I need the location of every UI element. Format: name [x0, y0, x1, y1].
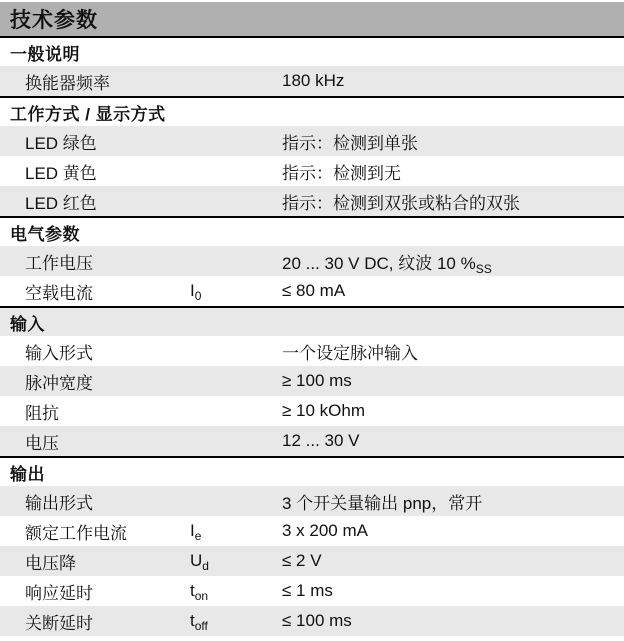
subscript: d: [202, 559, 209, 573]
param-value: [282, 489, 624, 514]
param-value: [282, 431, 624, 451]
spec-table: [0, 36, 624, 636]
spec-row: [0, 426, 624, 456]
param-label: 电压降: [25, 553, 76, 573]
spec-row: [0, 336, 624, 366]
param-symbol: [190, 581, 282, 601]
text-base: ≥ 10 kOhm: [282, 401, 366, 420]
text-base: U: [190, 551, 203, 570]
subscript: 0: [194, 289, 202, 303]
section-header: 工作方式 / 显示方式: [0, 96, 624, 126]
param-value: [282, 371, 624, 391]
param-label: 关断延时: [25, 613, 93, 633]
spec-row: [0, 246, 624, 276]
text-base: ≤ 100 ms: [282, 611, 352, 630]
spec-row: [0, 396, 624, 426]
section-header: 输入: [0, 306, 624, 336]
param-label: 工作电压: [25, 253, 93, 273]
text-base: ≤ 1 ms: [282, 581, 333, 600]
text-base: t: [190, 611, 195, 630]
param-label: 空载电流: [25, 283, 93, 303]
spec-row: [0, 516, 624, 546]
text-base: 指示：检测到双张或粘合的双张: [282, 193, 520, 213]
spec-row: [0, 126, 624, 156]
param-label: 额定工作电流: [25, 523, 127, 543]
param-value: [282, 159, 624, 184]
text-base: 180 kHz: [282, 71, 345, 90]
param-value: [282, 521, 624, 541]
param-symbol: [190, 551, 282, 571]
text-base: ≤ 2 V: [282, 551, 322, 570]
page-title: 技术参数: [10, 9, 98, 32]
subscript: off: [194, 619, 208, 633]
text-base: 3 x 200 mA: [282, 521, 368, 540]
spec-row: [0, 576, 624, 606]
param-value: [282, 71, 624, 91]
text-base: ≥ 100 ms: [282, 371, 352, 390]
text-base: 指示：检测到无: [282, 163, 401, 183]
spec-row: [0, 366, 624, 396]
param-label: 脉冲宽度: [25, 373, 93, 393]
text-base: I: [190, 521, 195, 540]
param-symbol: [190, 611, 282, 631]
subscript: on: [194, 589, 209, 603]
param-value: [282, 129, 624, 154]
text-base: 20 ... 30 V DC, 纹波 10 %: [282, 253, 476, 273]
spec-row: [0, 276, 624, 306]
section-header: 输出: [0, 456, 624, 486]
text-base: 指示：检测到单张: [282, 133, 418, 153]
param-value: [282, 581, 624, 601]
param-value: [282, 401, 624, 421]
param-symbol: [190, 521, 282, 541]
subscript: SS: [475, 261, 492, 276]
title-bar: [0, 2, 624, 36]
param-label: 电压: [25, 433, 59, 453]
param-value: [282, 281, 624, 301]
spec-row: [0, 606, 624, 636]
param-symbol: [190, 281, 282, 301]
param-label: 输出形式: [25, 493, 93, 513]
text-base: ≤ 80 mA: [282, 281, 346, 300]
spec-row: [0, 546, 624, 576]
subscript: e: [194, 529, 202, 543]
param-value: [282, 551, 624, 571]
section-header: 一般说明: [0, 36, 624, 66]
param-label: 响应延时: [25, 583, 93, 603]
param-value: [282, 189, 624, 214]
spec-row: [0, 186, 624, 216]
spec-row: [0, 156, 624, 186]
param-value: [282, 611, 624, 631]
param-label: LED 绿色: [25, 133, 97, 153]
text-base: 3 个开关量输出 pnp，常开: [282, 493, 483, 513]
param-label: 阻抗: [25, 403, 59, 423]
spec-row: [0, 66, 624, 96]
param-value: [282, 249, 624, 274]
param-label: LED 红色: [25, 193, 97, 213]
section-header: 电气参数: [0, 216, 624, 246]
param-label: 输入形式: [25, 343, 93, 363]
param-label: LED 黄色: [25, 163, 97, 183]
text-base: 12 ... 30 V: [282, 431, 360, 450]
spec-row: [0, 486, 624, 516]
text-base: I: [190, 281, 195, 300]
text-base: t: [190, 581, 195, 600]
param-value: [282, 339, 624, 364]
text-base: 一个设定脉冲输入: [282, 343, 418, 363]
param-label: 换能器频率: [25, 73, 110, 93]
